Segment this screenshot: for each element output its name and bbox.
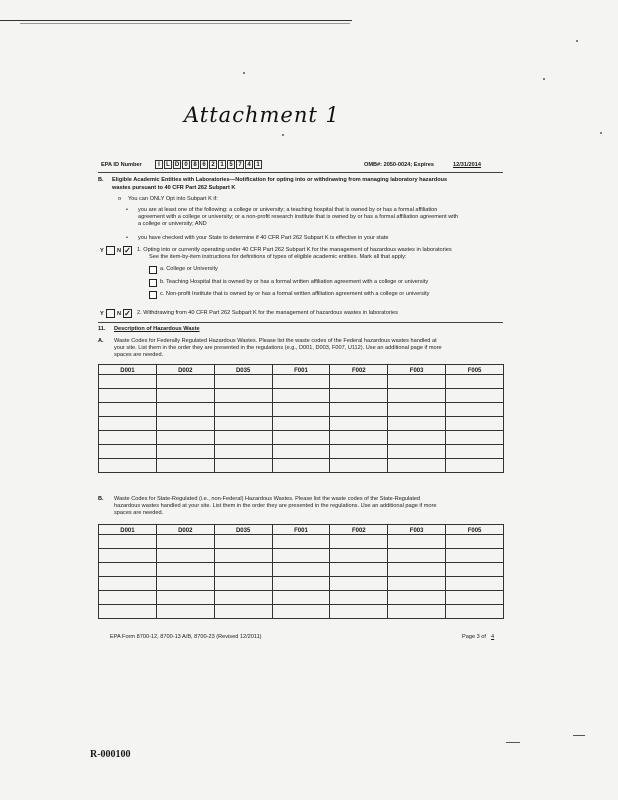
table-header-row: [99, 525, 504, 535]
page-indicator: Page 3 of: [462, 634, 486, 640]
state-waste-code-table: [98, 524, 504, 619]
empty-waste-code-cell[interactable]: [388, 389, 446, 403]
epa-id-char: I: [155, 160, 163, 169]
table-row: [99, 445, 504, 459]
waste-code-cell[interactable]: F003: [388, 365, 446, 375]
epa-id-char: 1: [254, 160, 262, 169]
empty-waste-code-cell[interactable]: [214, 591, 272, 605]
empty-waste-code-cell[interactable]: [446, 605, 504, 619]
empty-waste-code-cell[interactable]: [214, 577, 272, 591]
epa-id-char: 0: [182, 160, 190, 169]
table-row: [99, 431, 504, 445]
epa-id-label: EPA ID Number: [101, 162, 142, 168]
epa-id-char: 1: [218, 160, 226, 169]
waste-code-cell[interactable]: F003: [388, 525, 446, 535]
empty-waste-code-cell[interactable]: [446, 535, 504, 549]
handwritten-title: Attachment 1: [184, 103, 340, 127]
empty-waste-code-cell[interactable]: [388, 577, 446, 591]
empty-waste-code-cell[interactable]: [272, 605, 330, 619]
empty-waste-code-cell[interactable]: [330, 563, 388, 577]
waste-code-cell[interactable]: F001: [272, 525, 330, 535]
epa-id-char: 6: [200, 160, 208, 169]
empty-waste-code-cell[interactable]: [99, 417, 157, 431]
item-1-text: 1. Opting into or currently operating under 40 CFR Part 262 Subpart K for the management of hazardous wastes in laboratories: [137, 247, 452, 253]
empty-waste-code-cell[interactable]: [330, 403, 388, 417]
empty-waste-code-cell[interactable]: [388, 403, 446, 417]
empty-waste-code-cell[interactable]: [214, 549, 272, 563]
form-number: EPA Form 8700-12, 8700-13 A/B, 8700-23 (Revised 12/2011): [110, 634, 262, 640]
waste-code-cell[interactable]: D001: [99, 365, 157, 375]
section-rule: [98, 322, 503, 323]
empty-waste-code-cell[interactable]: [446, 445, 504, 459]
empty-waste-code-cell[interactable]: [214, 459, 272, 473]
empty-waste-code-cell[interactable]: [272, 591, 330, 605]
empty-waste-code-cell[interactable]: [446, 577, 504, 591]
empty-waste-code-cell[interactable]: [214, 605, 272, 619]
header-rule: [98, 172, 503, 173]
scan-mark: [573, 735, 585, 736]
section-number: 11.: [98, 326, 106, 332]
empty-waste-code-cell[interactable]: [272, 577, 330, 591]
section-heading: Eligible Academic Entities with Laboratories—Notification for opting into or withdrawing from managing laboratory hazardous: [112, 177, 448, 183]
condition-text: agreement with a college or university; or a non-profit research institute that is owned by or has a formal affiliation agreement with: [138, 214, 459, 220]
waste-code-cell[interactable]: D035: [214, 525, 272, 535]
item-1-text-line2: See the item-by-item instructions for definitions of types of eligible academic entities. Mark all that apply:: [149, 254, 407, 260]
empty-waste-code-cell[interactable]: [99, 605, 157, 619]
scan-speck: [243, 72, 245, 74]
empty-waste-code-cell[interactable]: [388, 417, 446, 431]
checkbox-college[interactable]: [149, 266, 157, 274]
epa-id-char: D: [174, 162, 180, 168]
scan-top-line: [0, 20, 352, 21]
epa-id-number: [155, 160, 262, 169]
empty-waste-code-cell[interactable]: [272, 431, 330, 445]
empty-waste-code-cell[interactable]: [99, 549, 157, 563]
empty-waste-code-cell[interactable]: [99, 577, 157, 591]
empty-waste-code-cell[interactable]: [330, 535, 388, 549]
federal-instructions: your site. List them in the order they are presented in the regulations (e.g., D001, D003, F007, U112). Use an additional page if more: [114, 345, 442, 351]
empty-waste-code-cell[interactable]: [446, 403, 504, 417]
condition-text: a college or university; AND: [138, 221, 207, 227]
table-header-row: [99, 365, 504, 375]
empty-waste-code-cell[interactable]: [214, 375, 272, 389]
empty-waste-code-cell[interactable]: [330, 605, 388, 619]
empty-waste-code-cell[interactable]: [330, 389, 388, 403]
empty-waste-code-cell[interactable]: [272, 459, 330, 473]
state-instructions: Waste Codes for State-Regulated (i.e., non-Federal) Hazardous Wastes. Please list the waste codes of the State-Regulated: [114, 496, 421, 502]
no-label: N: [117, 248, 122, 254]
empty-waste-code-cell[interactable]: [388, 431, 446, 445]
table-row: [99, 403, 504, 417]
empty-waste-code-cell[interactable]: [272, 403, 330, 417]
empty-waste-code-cell[interactable]: [214, 445, 272, 459]
empty-waste-code-cell[interactable]: [330, 591, 388, 605]
empty-waste-code-cell[interactable]: [272, 389, 330, 403]
yes-label: Y: [100, 311, 104, 317]
empty-waste-code-cell[interactable]: [446, 417, 504, 431]
empty-waste-code-cell[interactable]: [214, 403, 272, 417]
subsection-label: B.: [98, 496, 104, 502]
waste-code-cell[interactable]: F002: [330, 525, 388, 535]
empty-waste-code-cell[interactable]: [156, 459, 214, 473]
empty-waste-code-cell[interactable]: [156, 577, 214, 591]
empty-waste-code-cell[interactable]: [214, 563, 272, 577]
condition-text: you are at least one of the following: a college or university; a teaching hospital that is owned by or has a formal affiliation: [138, 207, 438, 213]
section-heading: Description of Hazardous Waste: [114, 326, 200, 332]
table-row: [99, 375, 504, 389]
state-instructions: hazardous wastes handled at your site. List them in the order they are presented in the regulations. Use an additional page if more: [114, 503, 437, 509]
checkbox-hospital[interactable]: [149, 279, 157, 287]
empty-waste-code-cell[interactable]: [446, 375, 504, 389]
subsection-label: A.: [98, 338, 104, 344]
yes-checkbox[interactable]: [106, 246, 115, 255]
empty-waste-code-cell[interactable]: [156, 445, 214, 459]
empty-waste-code-cell[interactable]: [156, 389, 214, 403]
scan-speck: [282, 134, 284, 136]
empty-waste-code-cell[interactable]: [214, 417, 272, 431]
epa-id-char: 8: [191, 160, 199, 169]
empty-waste-code-cell[interactable]: [272, 535, 330, 549]
empty-waste-code-cell[interactable]: [99, 591, 157, 605]
empty-waste-code-cell[interactable]: [99, 459, 157, 473]
empty-waste-code-cell[interactable]: [156, 563, 214, 577]
empty-waste-code-cell[interactable]: [330, 431, 388, 445]
bullet-dot: •: [126, 235, 128, 241]
empty-waste-code-cell[interactable]: [388, 445, 446, 459]
federal-instructions: spaces are needed.: [114, 352, 164, 358]
waste-code-cell[interactable]: D002: [156, 365, 214, 375]
empty-waste-code-cell[interactable]: [156, 417, 214, 431]
empty-waste-code-cell[interactable]: [272, 563, 330, 577]
scan-speck: [600, 132, 602, 134]
option-hospital: b. Teaching Hospital that is owned by or has a formal written affiliation agreement with a college or university: [160, 279, 429, 285]
empty-waste-code-cell[interactable]: [99, 431, 157, 445]
empty-waste-code-cell[interactable]: [388, 591, 446, 605]
empty-waste-code-cell[interactable]: [156, 403, 214, 417]
empty-waste-code-cell[interactable]: [156, 591, 214, 605]
federal-instructions: Waste Codes for Federally Regulated Hazardous Wastes. Please list the waste codes of the Federal hazardous wastes handled at: [114, 338, 437, 344]
empty-waste-code-cell[interactable]: [156, 535, 214, 549]
waste-code-cell[interactable]: F005: [446, 365, 504, 375]
empty-waste-code-cell[interactable]: [156, 375, 214, 389]
epa-id-char: 2: [209, 160, 217, 169]
empty-waste-code-cell[interactable]: [388, 459, 446, 473]
empty-waste-code-cell[interactable]: [330, 375, 388, 389]
table-row: [99, 591, 504, 605]
bullet-dot: •: [126, 207, 128, 213]
empty-waste-code-cell[interactable]: [330, 549, 388, 563]
empty-waste-code-cell[interactable]: [388, 605, 446, 619]
no-checkbox-checked[interactable]: ✓: [124, 309, 131, 318]
empty-waste-code-cell[interactable]: [272, 417, 330, 431]
empty-waste-code-cell[interactable]: [272, 445, 330, 459]
bullet-marker: o: [118, 196, 122, 202]
empty-waste-code-cell[interactable]: [446, 431, 504, 445]
waste-code-cell[interactable]: D001: [99, 525, 157, 535]
empty-waste-code-cell[interactable]: [330, 577, 388, 591]
checkbox-institute[interactable]: [149, 291, 157, 299]
empty-waste-code-cell[interactable]: [446, 389, 504, 403]
table-row: [99, 535, 504, 549]
empty-waste-code-cell[interactable]: [214, 431, 272, 445]
option-institute: c. Non-profit Institute that is owned by or has a formal written affiliation agreement with a college or university: [160, 291, 430, 297]
empty-waste-code-cell[interactable]: [330, 417, 388, 431]
no-label: N: [117, 311, 122, 317]
empty-waste-code-cell[interactable]: [330, 459, 388, 473]
item-2-text: 2. Withdrawing from 40 CFR Part 262 Subpart K for the management of hazardous wastes in laboratories: [137, 310, 398, 316]
page-total: 4: [491, 634, 495, 640]
table-row: [99, 605, 504, 619]
empty-waste-code-cell[interactable]: [446, 563, 504, 577]
waste-code-cell[interactable]: D035: [214, 365, 272, 375]
empty-waste-code-cell[interactable]: [99, 535, 157, 549]
empty-waste-code-cell[interactable]: [156, 431, 214, 445]
bates-number: R-000100: [90, 749, 131, 760]
empty-waste-code-cell[interactable]: [99, 563, 157, 577]
empty-waste-code-cell[interactable]: [99, 403, 157, 417]
waste-code-cell[interactable]: D002: [156, 525, 214, 535]
scan-top-line-2: [20, 23, 350, 24]
table-row: [99, 549, 504, 563]
empty-waste-code-cell[interactable]: [388, 375, 446, 389]
section-heading-line2: wastes pursuant to 40 CFR Part 262 Subpart K: [112, 185, 236, 191]
no-checkbox-checked[interactable]: ✓: [124, 246, 131, 255]
empty-waste-code-cell[interactable]: [330, 445, 388, 459]
epa-id-char: 5: [227, 160, 235, 169]
section-label: B.: [98, 177, 104, 183]
federal-waste-code-table: [98, 364, 504, 473]
empty-waste-code-cell[interactable]: [99, 375, 157, 389]
empty-waste-code-cell[interactable]: [446, 549, 504, 563]
scan-speck: [543, 78, 545, 80]
option-college: a. College or University: [160, 266, 218, 272]
empty-waste-code-cell[interactable]: [446, 591, 504, 605]
table-row: [99, 577, 504, 591]
empty-waste-code-cell[interactable]: [214, 535, 272, 549]
empty-waste-code-cell[interactable]: [388, 535, 446, 549]
table-row: [99, 459, 504, 473]
waste-code-cell[interactable]: F005: [446, 525, 504, 535]
empty-waste-code-cell[interactable]: [99, 445, 157, 459]
waste-code-cell[interactable]: F001: [272, 365, 330, 375]
empty-waste-code-cell[interactable]: [388, 549, 446, 563]
epa-id-char: 7: [236, 160, 244, 169]
empty-waste-code-cell[interactable]: [446, 459, 504, 473]
empty-waste-code-cell[interactable]: [156, 605, 214, 619]
table-row: [99, 389, 504, 403]
table-row: [99, 417, 504, 431]
yes-checkbox[interactable]: [106, 309, 115, 318]
epa-id-char: 4: [245, 160, 253, 169]
yes-label: Y: [100, 248, 104, 254]
waste-code-cell[interactable]: F002: [330, 365, 388, 375]
empty-waste-code-cell[interactable]: [156, 549, 214, 563]
epa-id-char: L: [164, 160, 172, 169]
scan-speck: [576, 40, 578, 42]
expiration-date: 12/31/2014: [453, 162, 481, 168]
omb-label: OMB#: 2050-0024; Expires: [364, 162, 434, 168]
empty-waste-code-cell[interactable]: [388, 563, 446, 577]
empty-waste-code-cell[interactable]: [214, 389, 272, 403]
table-row: [99, 563, 504, 577]
opt-in-condition: You can ONLY Opt into Subpart K if:: [128, 196, 218, 202]
condition-text: you have checked with your State to determine if 40 CFR Part 262 Subpart K is effective in your state: [138, 235, 389, 241]
empty-waste-code-cell[interactable]: [99, 389, 157, 403]
state-instructions: spaces are needed.: [114, 510, 164, 516]
scan-mark: [506, 742, 520, 743]
empty-waste-code-cell[interactable]: [272, 549, 330, 563]
empty-waste-code-cell[interactable]: [272, 375, 330, 389]
